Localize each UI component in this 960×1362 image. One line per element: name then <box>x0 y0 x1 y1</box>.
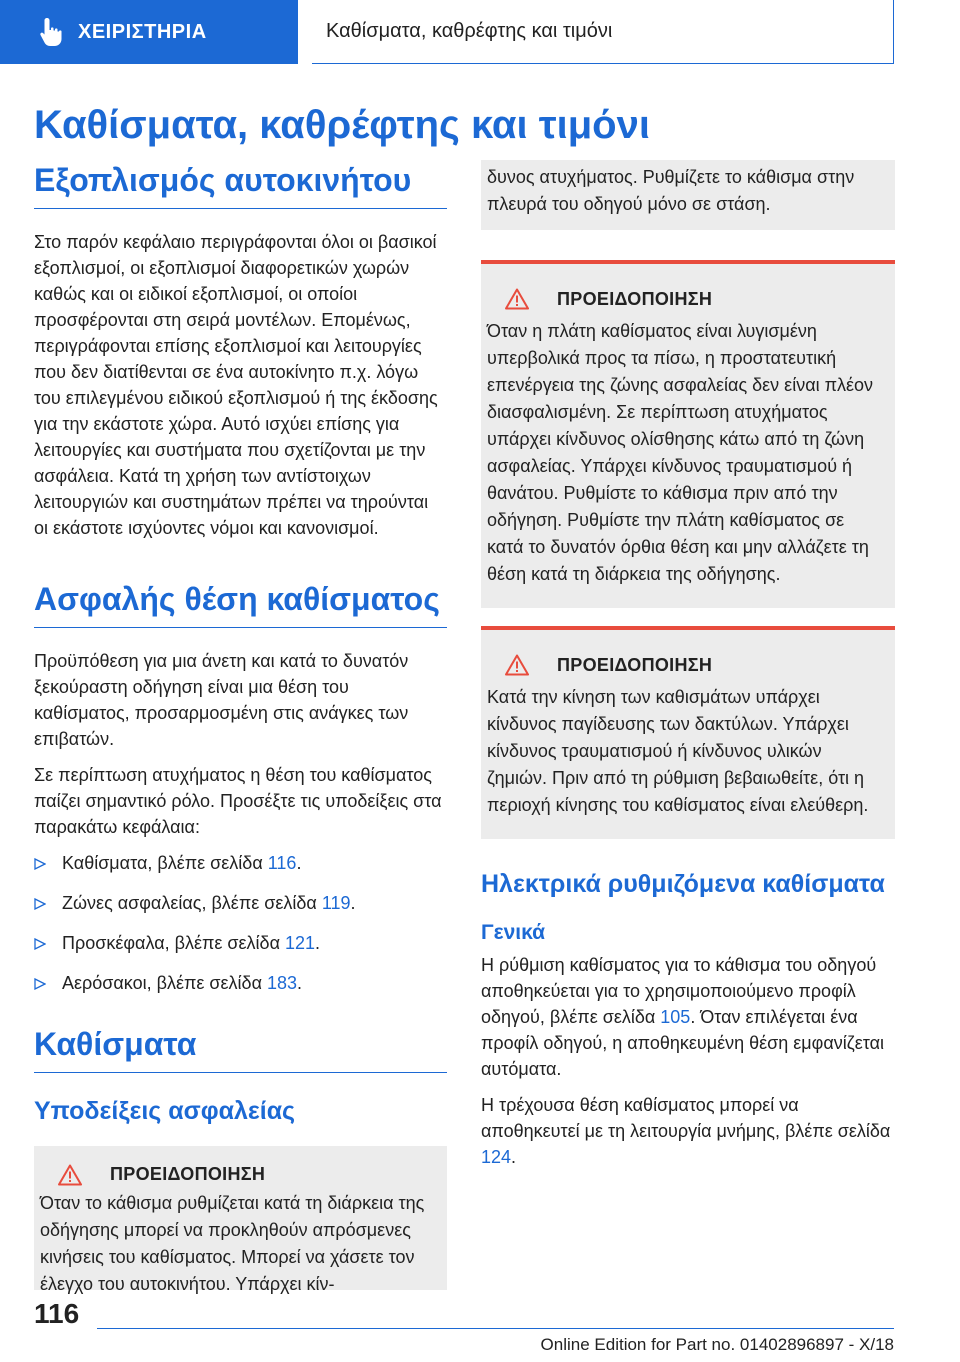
reference-list <box>34 850 447 996</box>
warning-text: Όταν η πλάτη καθίσματος είναι λυγισμένη υπερβολικά προς τα πίσω, η προστατευτική επενέργεια της ζώνης ασφαλείας δεν είναι πλέον διασφαλισμένη. Σε περίπτωση ατυχήματος υπάρχει κίνδυνος ολίσθησης κάτω από τη ζώνη ασφαλείας. Υπάρχει κίνδυνος τραυματισμού ή θανάτου. Ρυθμίστε το κάθισμα πριν από την οδήγηση. Ρυθμίστε την πλάτη καθίσματος σε κατά το δυνατόν όρθια θέση και μην αλλάζετε τη θέση κατά τη διάρκεια της οδήγησης. <box>487 321 874 584</box>
heading-seats: Καθίσματα <box>34 1024 447 1073</box>
ref-text: Ζώνες ασφαλείας, βλέπε σελίδα <box>62 893 322 913</box>
ref-text: Προσκέφαλα, βλέπε σελίδα <box>62 933 285 953</box>
list-item <box>34 970 447 996</box>
text-part: . <box>511 1147 517 1168</box>
page-link[interactable]: 119 <box>321 893 351 913</box>
safe-position-text-2: Σε περίπτωση ατυχήματος η θέση του καθίσματος παίζει σημαντικό ρόλο. Προσέξτε τις υποδείξεις στα παρακάτω κεφάλαια: <box>34 765 442 837</box>
section-tab[interactable] <box>0 0 298 64</box>
page-link[interactable]: 121 <box>284 933 316 953</box>
triangle-bullet-icon <box>34 898 46 910</box>
right-column <box>481 167 895 1170</box>
heading-safety-notes: Υποδείξεις ασφαλείας <box>34 1097 296 1125</box>
footer-divider <box>97 1328 894 1329</box>
warning-triangle-icon <box>505 654 529 676</box>
warning-box-1-continued <box>481 160 895 230</box>
page-link[interactable]: 116 <box>267 853 297 873</box>
breadcrumb <box>312 0 894 64</box>
page-link[interactable]: 183 <box>266 973 298 993</box>
electric-text-1 <box>481 952 895 1082</box>
list-item <box>34 890 447 916</box>
ref-end: . <box>296 853 302 873</box>
page-number: 116 <box>34 1298 80 1329</box>
triangle-bullet-icon <box>34 938 46 950</box>
heading-electric-seats: Ηλεκτρικά ρυθμιζόμενα καθίσματα <box>481 870 885 898</box>
warning-text: Κατά την κίνηση των καθισμάτων υπάρχει κίνδυνος παγίδευσης των δακτύλων. Υπάρχει κίνδυνος τραυματισμού ή κίνδυνος υλικών ζημιών. Πριν από τη ρύθμιση βεβαιωθείτε, ότι η περιοχή κίνησης του καθίσματος είναι ελεύθερη. <box>487 687 869 815</box>
heading-safe-position: Ασφαλής θέση καθίσματος <box>34 579 447 628</box>
page-title: Καθίσματα, καθρέφτης και τιμόνι <box>34 103 650 147</box>
section-tab-label: ΧΕΙΡΙΣΤΗΡΙΑ <box>78 20 207 43</box>
triangle-bullet-icon <box>34 978 46 990</box>
edition-note: Online Edition for Part no. 01402896897 - X/18 <box>540 1335 894 1354</box>
list-item <box>34 930 447 956</box>
warning-title: ΠΡΟΕΙΔΟΠΟΙΗΣΗ <box>110 1164 266 1184</box>
text-part: Η ρύθμιση καθίσματος για το κάθισμα του οδηγού αποθηκεύεται για το χρησιμοποιούμενο προφίλ οδηγού, βλέπε σελίδα <box>481 955 877 1028</box>
ref-end: . <box>297 973 303 993</box>
left-column <box>34 160 447 1294</box>
page-link[interactable]: 105 <box>660 1007 691 1028</box>
heading-general: Γενικά <box>481 921 546 944</box>
warning-box-1 <box>34 1146 447 1294</box>
warning-box-2 <box>481 260 895 608</box>
warning-title: ΠΡΟΕΙΔΟΠΟΙΗΣΗ <box>557 654 713 675</box>
safe-position-text-1: Προϋπόθεση για μια άνετη και κατά το δυνατόν ξεκούραστη οδήγηση είναι μια θέση του καθίσματος, προσαρμοσμένη στις ανάγκες των επιβατών. <box>34 651 409 749</box>
ref-text: Καθίσματα, βλέπε σελίδα <box>62 853 268 873</box>
warning-triangle-icon <box>505 288 529 310</box>
text-part: Η τρέχουσα θέση καθίσματος μπορεί να αποθηκευτεί με τη λειτουργία μνήμης, βλέπε σελίδα <box>481 1095 891 1142</box>
ref-end: . <box>315 933 321 953</box>
warning-box-3 <box>481 626 895 839</box>
list-item <box>34 850 447 876</box>
triangle-bullet-icon <box>34 858 46 870</box>
ref-end: . <box>350 893 356 913</box>
text-part: . Όταν επιλέγεται ένα προφίλ οδηγού, η αποθηκευμένη θέση εμφανίζεται αυτόματα. <box>481 1007 884 1080</box>
warning-title: ΠΡΟΕΙΔΟΠΟΙΗΣΗ <box>557 288 713 309</box>
warning-text: Όταν το κάθισμα ρυθμίζεται κατά τη διάρκεια της οδήγησης μπορεί να προκληθούν απρόσμενες κινήσεις του καθίσματος. Μπορεί να χάσετε τον έλεγχο του αυτοκινήτου. Υπάρχει κίν- <box>40 1192 425 1294</box>
warning-text-continued: δυνος ατυχήματος. Ρυθμίζετε το κάθισμα στην πλευρά του οδηγού μόνο σε στάση. <box>487 167 855 214</box>
hand-pointer-icon <box>38 16 64 48</box>
equipment-text: Στο παρόν κεφάλαιο περιγράφονται όλοι οι βασικοί εξοπλισμοί, οι εξοπλισμοί διαφορετικών χωρών καθώς και οι ειδικοί εξοπλισμοί, οι οποίοι προσφέρονται στη σειρά μοντέλων. Επομένως, περιγράφονται επίσης εξοπλισμοί και λειτουργίες που δεν διατίθενται σε ένα αυτοκίνητο π.χ. λόγω του επιλεγμένου ειδικού εξοπλισμού ή της έκδοσης για την εκάστοτε χώρα. Αυτό ισχύει επίσης για λειτουργίες και συστήματα που σχετίζονται με την ασφάλεια. Κατά τη χρήση των αντίστοιχων λειτουργιών και συστημάτων πρέπει να τηρούνται οι εκάστοτε ισχύοντες νόμοι και κανονισμοί. <box>34 232 438 538</box>
breadcrumb-text: Καθίσματα, καθρέφτης και τιμόνι <box>326 20 613 42</box>
ref-text: Αερόσακοι, βλέπε σελίδα <box>62 973 267 993</box>
electric-text-2 <box>481 1092 895 1170</box>
page-link[interactable]: 124 <box>481 1147 512 1168</box>
heading-equipment: Εξοπλισμός αυτοκινήτου <box>34 160 447 209</box>
warning-triangle-icon <box>58 1164 82 1186</box>
